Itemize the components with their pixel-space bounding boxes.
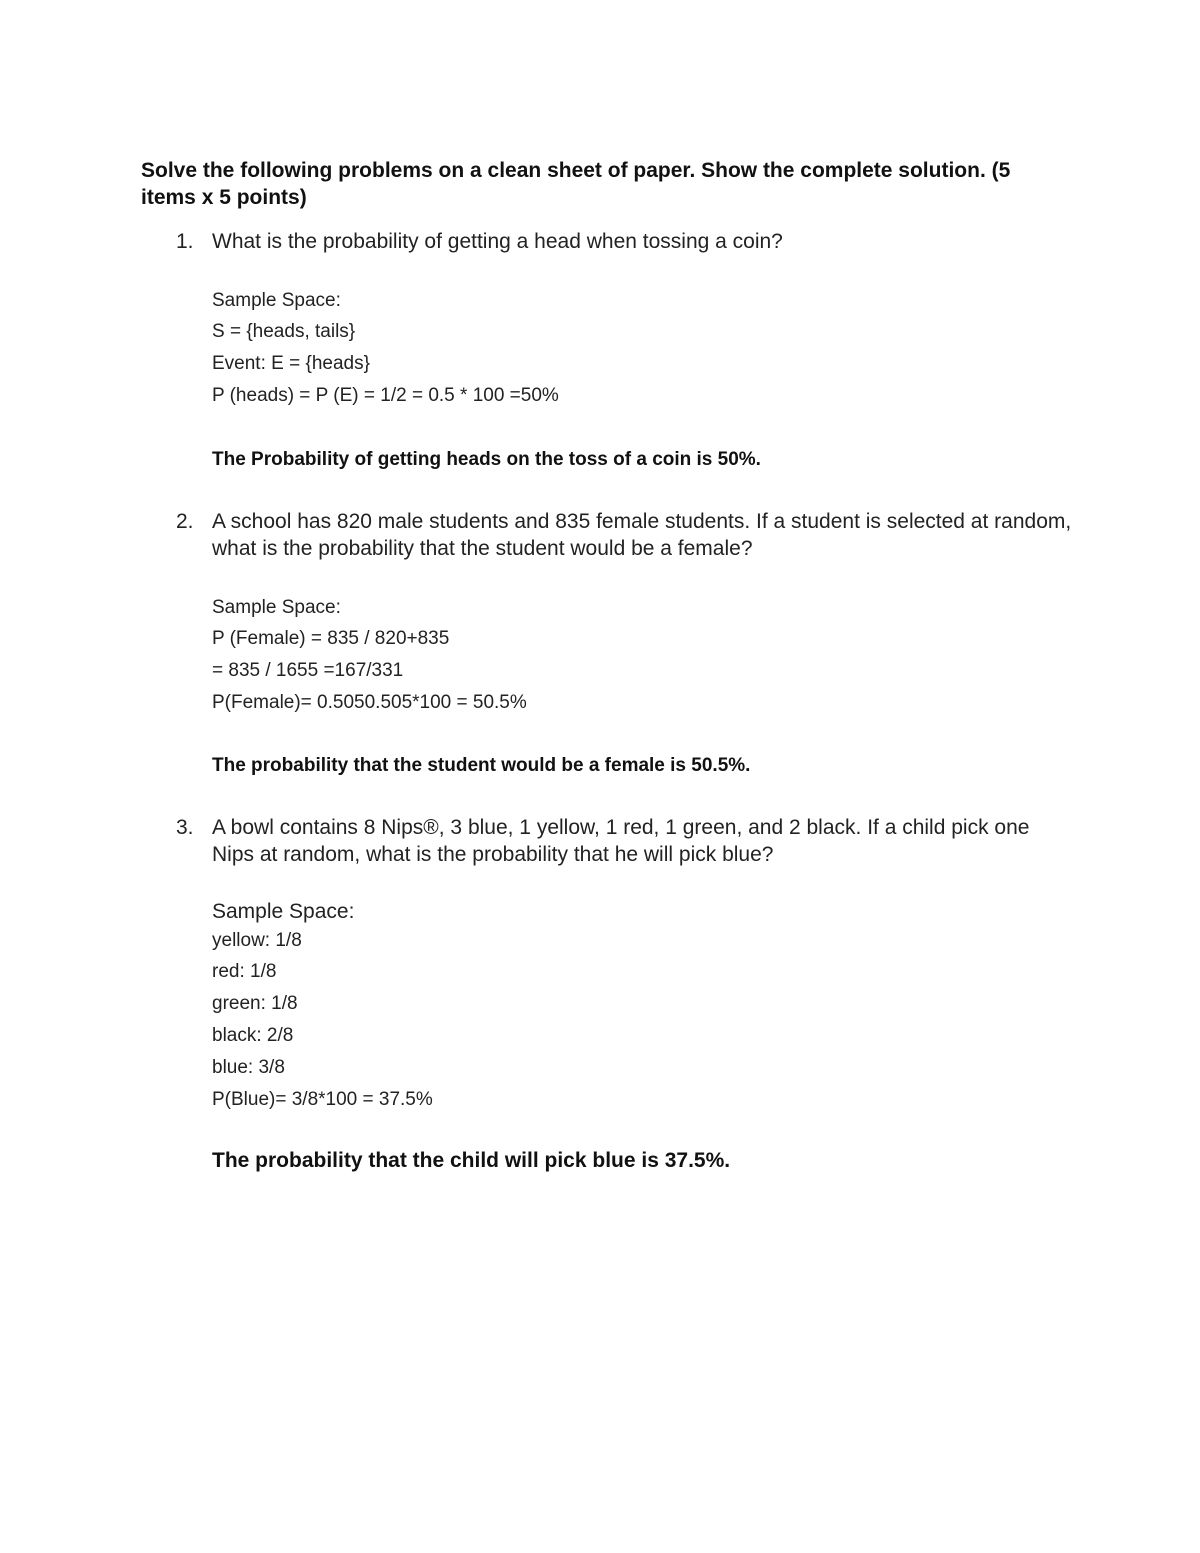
item-number: 1. bbox=[176, 230, 194, 253]
answer-statement: The probability that the child will pick blue is 37.5%. bbox=[212, 1149, 731, 1172]
question-text: What is the probability of getting a head when tossing a coin? bbox=[212, 230, 783, 253]
work-line: Event: E = {heads} bbox=[212, 353, 370, 374]
work-line: Sample Space: bbox=[212, 597, 341, 618]
work-line: Sample Space: bbox=[212, 900, 355, 923]
work-line: blue: 3/8 bbox=[212, 1057, 285, 1078]
work-line: P(Female)= 0.5050.505*100 = 50.5% bbox=[212, 692, 527, 713]
work-line: P(Blue)= 3/8*100 = 37.5% bbox=[212, 1089, 433, 1110]
work-line: Sample Space: bbox=[212, 290, 341, 311]
work-line: S = {heads, tails} bbox=[212, 321, 356, 342]
instructions-heading: Solve the following problems on a clean sheet of paper. Show the complete solution. (5 items x 5 points) bbox=[141, 159, 1011, 209]
answer-statement: The probability that the student would be a female is 50.5%. bbox=[212, 755, 751, 776]
work-line: yellow: 1/8 bbox=[212, 930, 302, 951]
answer-statement: The Probability of getting heads on the toss of a coin is 50%. bbox=[212, 449, 761, 470]
question-text: A school has 820 male students and 835 female students. If a student is selected at random, what is the probability that the student would be a female? bbox=[212, 510, 1072, 560]
work-line: red: 1/8 bbox=[212, 961, 277, 982]
item-number: 3. bbox=[176, 816, 194, 839]
work-line: P (heads) = P (E) = 1/2 = 0.5 * 100 =50% bbox=[212, 385, 559, 406]
work-line: P (Female) = 835 / 820+835 bbox=[212, 628, 450, 649]
work-line: black: 2/8 bbox=[212, 1025, 294, 1046]
work-line: green: 1/8 bbox=[212, 993, 298, 1014]
item-number: 2. bbox=[176, 510, 194, 533]
question-text: A bowl contains 8 Nips®, 3 blue, 1 yellow, 1 red, 1 green, and 2 black. If a child pick one Nips at random, what is the probability that he will pick blue? bbox=[212, 816, 1030, 866]
work-line: = 835 / 1655 =167/331 bbox=[212, 660, 404, 681]
